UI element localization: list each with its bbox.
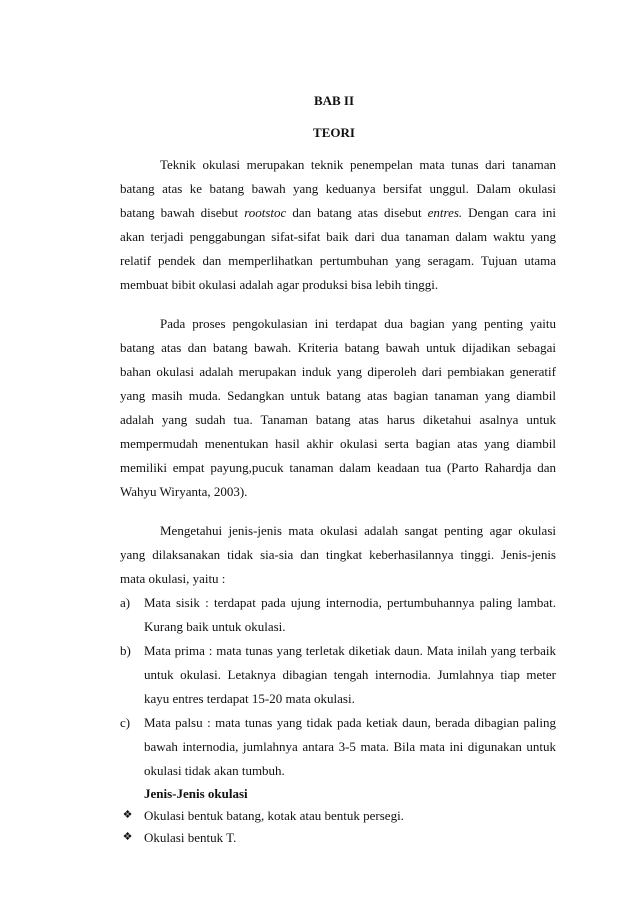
list-item-line: Kurang baik untuk okulasi. bbox=[144, 619, 286, 634]
term-entres: entres. bbox=[427, 205, 463, 220]
text-segment: batang bawah disebut bbox=[120, 205, 245, 220]
list-marker: b) bbox=[120, 643, 131, 658]
chapter-title: TEORI bbox=[313, 125, 355, 140]
list-item-line: untuk okulasi. Letaknya dibagian tengah internodia. Jumlahnya tiap meter bbox=[144, 667, 556, 682]
paragraph2-line: yang masih muda. Sedangkan untuk batang atas bagian tanaman yang diambil bbox=[120, 388, 556, 403]
paragraph2-line: mempermudah menentukan hasil akhir okulasi serta bagian atas yang diambil bbox=[120, 436, 556, 451]
list-item-line: Mata prima : mata tunas yang terletak diketiak daun. Mata inilah yang terbaik bbox=[144, 643, 556, 658]
subheading: Jenis-Jenis okulasi bbox=[144, 786, 248, 801]
paragraph2-line: Pada proses pengokulasian ini terdapat dua bagian yang penting yaitu bbox=[160, 316, 556, 331]
paragraph1-line: Teknik okulasi merupakan teknik penempelan mata tunas dari tanaman bbox=[160, 157, 556, 172]
bullet-item: Okulasi bentuk batang, kotak atau bentuk persegi. bbox=[144, 808, 404, 823]
list-marker: c) bbox=[120, 715, 131, 730]
list-item-line: Mata sisik : terdapat pada ujung internodia, pertumbuhannya paling lambat. bbox=[144, 595, 556, 610]
list-item-line: okulasi tidak akan tumbuh. bbox=[144, 763, 285, 778]
paragraph2-line: memiliki empat payung,pucuk tanaman dalam keadaan tua (Parto Rahardja dan bbox=[120, 460, 556, 475]
diamond-bullet-icon: ❖ bbox=[122, 831, 133, 843]
list-item-line: kayu entres terdapat 15-20 mata okulasi. bbox=[144, 691, 355, 706]
term-rootstoc: rootstoc bbox=[244, 205, 287, 220]
paragraph3-line: Mengetahui jenis-jenis mata okulasi adalah sangat penting agar okulasi bbox=[160, 523, 556, 538]
list-item-line: Mata palsu : mata tunas yang tidak pada ketiak daun, berada dibagian paling bbox=[144, 715, 556, 730]
paragraph1-line: membuat bibit okulasi adalah agar produksi bisa lebih tinggi. bbox=[120, 277, 439, 292]
list-item-line: bawah internodia, jumlahnya antara 3-5 mata. Bila mata ini digunakan untuk bbox=[144, 739, 556, 754]
paragraph1-line: relatif pendek dan memperlihatkan pertumbuhan yang seragam. Tujuan utama bbox=[120, 253, 556, 268]
paragraph1-line: batang atas ke batang bawah yang keduanya bersifat unggul. Dalam okulasi bbox=[120, 181, 556, 196]
bullet-item: Okulasi bentuk T. bbox=[144, 830, 237, 845]
paragraph2-line: Wahyu Wiryanta, 2003). bbox=[120, 484, 248, 499]
paragraph1-line: akan terjadi penggabungan sifat-sifat baik dari dua tanaman dalam waktu yang bbox=[120, 229, 556, 244]
list-marker: a) bbox=[120, 595, 131, 610]
paragraph2-line: adalah yang sudah tua. Tanaman batang atas harus diketahui asalnya untuk bbox=[120, 412, 556, 427]
paragraph3-line: mata okulasi, yaitu : bbox=[120, 571, 226, 586]
paragraph2-line: bahan okulasi adalah merupakan induk yang diperoleh dari pembiakan generatif bbox=[120, 364, 556, 379]
text-segment: Dengan cara ini bbox=[462, 205, 556, 220]
paragraph2-line: batang atas dan batang bawah. Kriteria batang bawah untuk dijadikan sebagai bbox=[120, 340, 556, 355]
chapter-heading: BAB II bbox=[313, 93, 355, 108]
diamond-bullet-icon: ❖ bbox=[122, 809, 133, 821]
text-segment: dan batang atas disebut bbox=[286, 205, 428, 220]
paragraph1-line-rich bbox=[120, 205, 556, 221]
paragraph3-line: yang dilaksanakan tidak sia-sia dan tingkat keberhasilannya tinggi. Jenis-jenis bbox=[120, 547, 556, 562]
